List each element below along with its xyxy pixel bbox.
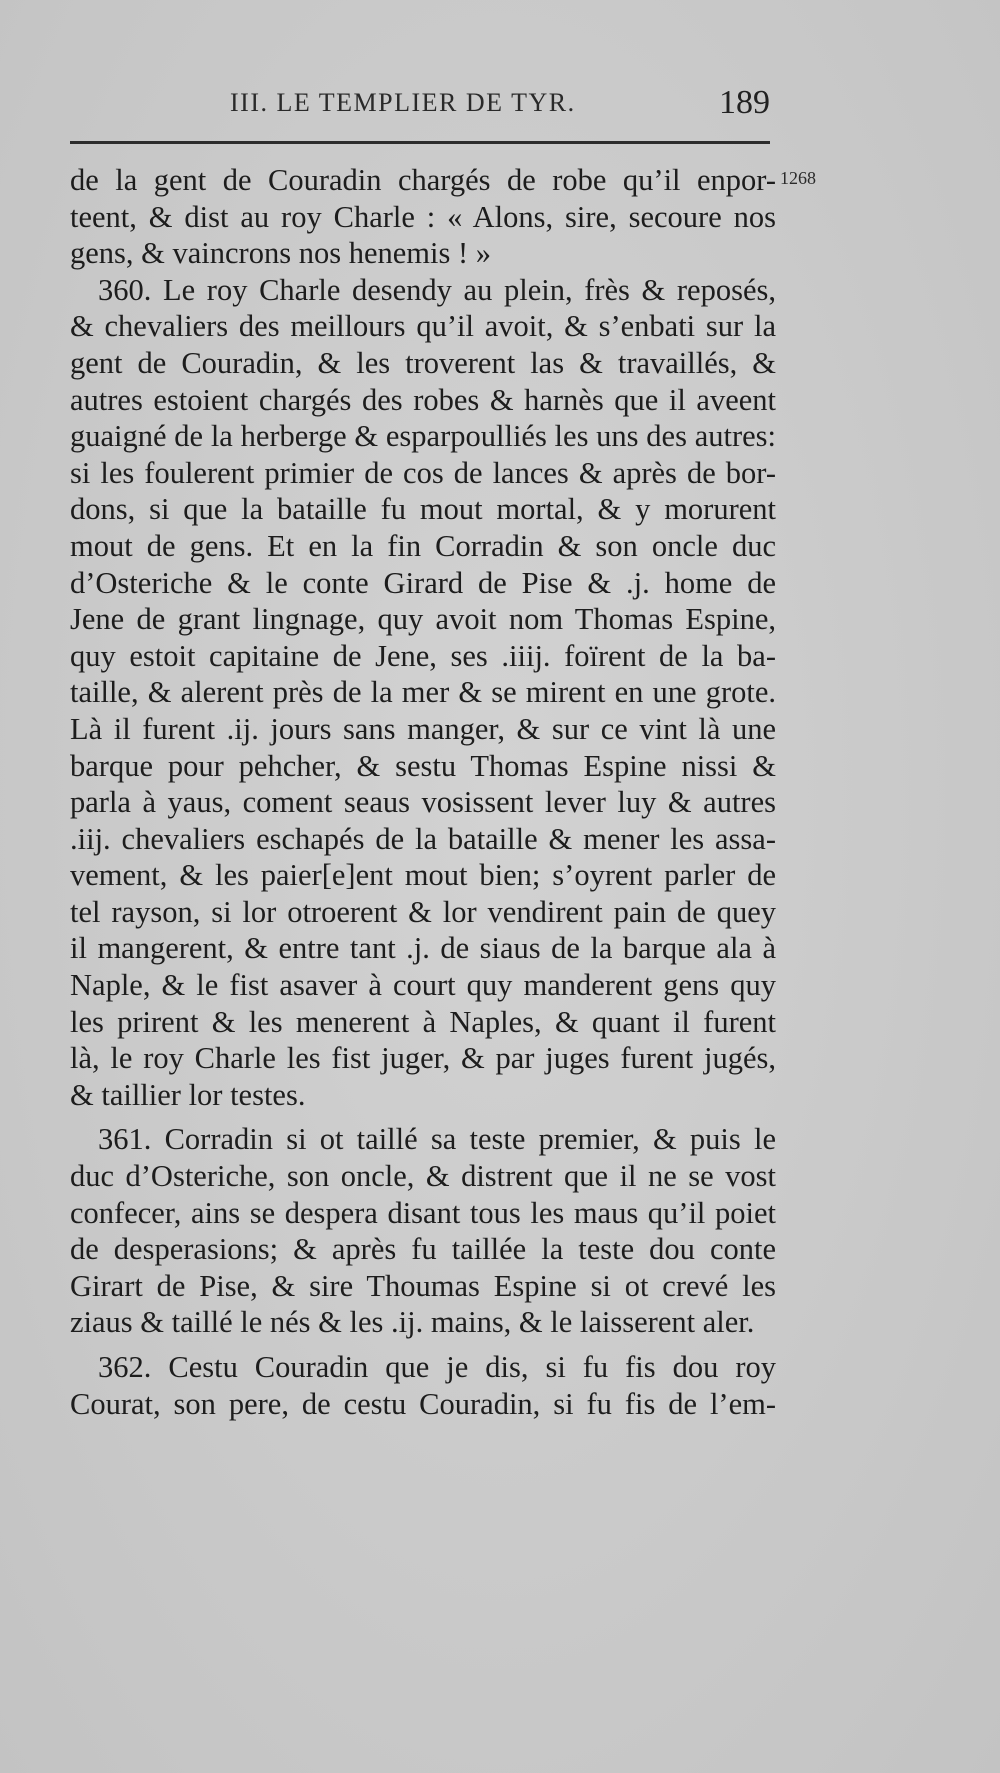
text-line: & taillier lor testes. <box>70 1077 306 1112</box>
text-line: si les foulerent primier de cos de lances & après de bor- <box>70 455 776 490</box>
text-line: 361. Corradin si ot taillé sa teste premier, & puis le <box>98 1122 776 1157</box>
text-line: teent, & dist au roy Charle : « Alons, sire, secoure nos <box>70 199 776 234</box>
text-line: mout de gens. Et en la fin Corradin & son oncle duc <box>70 528 776 563</box>
text-line: parla à yaus, coment seaus vosissent lever luy & autres <box>70 785 776 820</box>
text-line: .iij. chevaliers eschapés de la bataille & mener les assa- <box>70 821 776 856</box>
text-line: gens, & vaincrons nos henemis ! » <box>70 236 491 271</box>
text-line: Naple, & le fist asaver à court quy manderent gens quy <box>70 968 776 1003</box>
text-line: là, le roy Charle les fist juger, & par juges furent jugés, <box>70 1041 776 1076</box>
running-title: III. LE TEMPLIER DE TYR. <box>230 88 576 117</box>
text-line: il mangerent, & entre tant .j. de siaus de la barque ala à <box>70 931 776 966</box>
text-line: dons, si que la bataille fu mout mortal, & y morurent <box>70 492 776 527</box>
text-line: tel rayson, si lor otroerent & lor vendirent pain de quey <box>70 894 776 929</box>
paragraph-gap <box>70 1341 776 1349</box>
text-line: Girart de Pise, & sire Thoumas Espine si ot crevé les <box>70 1268 776 1303</box>
text-line: barque pour pehcher, & sestu Thomas Espine nissi & <box>70 748 776 783</box>
text-line: les prirent & les menerent à Naples, & quant il furent <box>70 1004 776 1039</box>
text-line: duc d’Osteriche, son oncle, & distrent que il ne se vost <box>70 1159 776 1194</box>
text-line: Là il furent .ij. jours sans manger, & sur ce vint là une <box>70 711 776 746</box>
text-line: Courat, son pere, de cestu Couradin, si fu fis de l’em- <box>70 1386 776 1421</box>
text-line: taille, & alerent près de la mer & se mirent en une grote. <box>70 675 776 710</box>
text-line: & chevaliers des meillours qu’il avoit, & s’enbati sur la <box>70 309 776 344</box>
text-line: quy estoit capitaine de Jene, ses .iiij. foïrent de la ba- <box>70 638 776 673</box>
text-line: 360. Le roy Charle desendy au plein, frès & reposés, <box>98 272 776 307</box>
text-line: de la gent de Couradin chargés de robe qu’il enpor- <box>70 163 776 197</box>
paragraph-gap <box>70 1113 776 1121</box>
text-line: gent de Couradin, & les troverent las & travaillés, & <box>70 345 776 380</box>
text-line: 362. Cestu Couradin que je dis, si fu fis dou roy <box>98 1350 776 1384</box>
text-line: d’Osteriche & le conte Girard de Pise & .j. home de <box>70 565 776 600</box>
text-line: ziaus & taillé le nés & les .ij. mains, & le laisserent aler. <box>70 1305 755 1340</box>
text-line: de desperasions; & après fu taillée la teste dou conte <box>70 1232 776 1267</box>
body-text <box>70 162 776 1422</box>
header-rule <box>70 141 770 144</box>
text-line: confecer, ains se despera disant tous les maus qu’il poiet <box>70 1195 776 1230</box>
page-number: 189 <box>719 84 770 121</box>
running-head <box>70 84 770 124</box>
text-line: guaigné de la herberge & esparpoulliés les uns des autres: <box>70 419 776 454</box>
text-line: autres estoient chargés des robes & harnès que il aveent <box>70 382 776 417</box>
text-line: vement, & les paier[e]ent mout bien; s’oyrent parler de <box>70 858 776 893</box>
text-line: Jene de grant lingnage, quy avoit nom Thomas Espine, <box>70 602 776 637</box>
margin-year-note: 1268 <box>780 168 816 188</box>
